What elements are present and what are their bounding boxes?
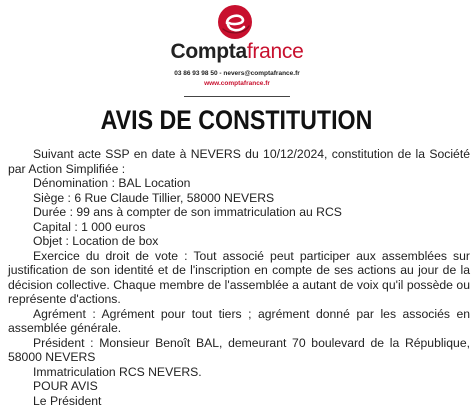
compta-e-logo-icon bbox=[217, 4, 253, 40]
notice-president: Président : Monsieur Benoît BAL, demeurant 70 boulevard de la République, 58000 NEVERS bbox=[8, 335, 470, 364]
notice-immatriculation: Immatriculation RCS NEVERS. bbox=[33, 364, 202, 379]
notice-capital: Capital : 1 000 euros bbox=[33, 219, 146, 234]
notice-intro: Suivant acte SSP en date à NEVERS du 10/12/2024, constitution de la Société par Action Simplifiée : bbox=[8, 147, 470, 176]
notice-denomination: Dénomination : BAL Location bbox=[33, 176, 191, 190]
notice-siege: Siège : 6 Rue Claude Tillier, 58000 NEVERS bbox=[33, 190, 275, 205]
contact-line: 03 86 93 98 50 - nevers@comptafrance.fr bbox=[174, 70, 300, 77]
notice-droit-de-vote: Exercice du droit de vote : Tout associé peut participer aux assemblées sur justification de son identité et de l'inscription en compte de ses actions au jour de la décision collective. Chaque membre de l'assemblée a autant de voix qu'il possède ou représente d'actions. bbox=[8, 248, 470, 306]
brand-name-part2: france bbox=[246, 40, 304, 63]
brand-name-part1: Compta bbox=[170, 40, 247, 63]
notice-agrement: Agrément : Agrément pour tout tiers ; agrément donné par les associés en assemblée générale. bbox=[8, 306, 470, 335]
notice-signature: Le Président bbox=[33, 393, 102, 408]
notice-duree: Durée : 99 ans à compter de son immatriculation au RCS bbox=[33, 205, 342, 219]
header-divider bbox=[184, 96, 290, 97]
brand-name bbox=[162, 40, 312, 64]
notice-body bbox=[8, 147, 470, 408]
comptafrance-logo bbox=[162, 4, 312, 96]
notice-pour-avis: POUR AVIS bbox=[33, 379, 98, 393]
notice-objet: Objet : Location de box bbox=[33, 234, 159, 248]
notice-title: AVIS DE CONSTITUTION bbox=[100, 105, 373, 135]
website-line: www.comptafrance.fr bbox=[204, 80, 270, 87]
